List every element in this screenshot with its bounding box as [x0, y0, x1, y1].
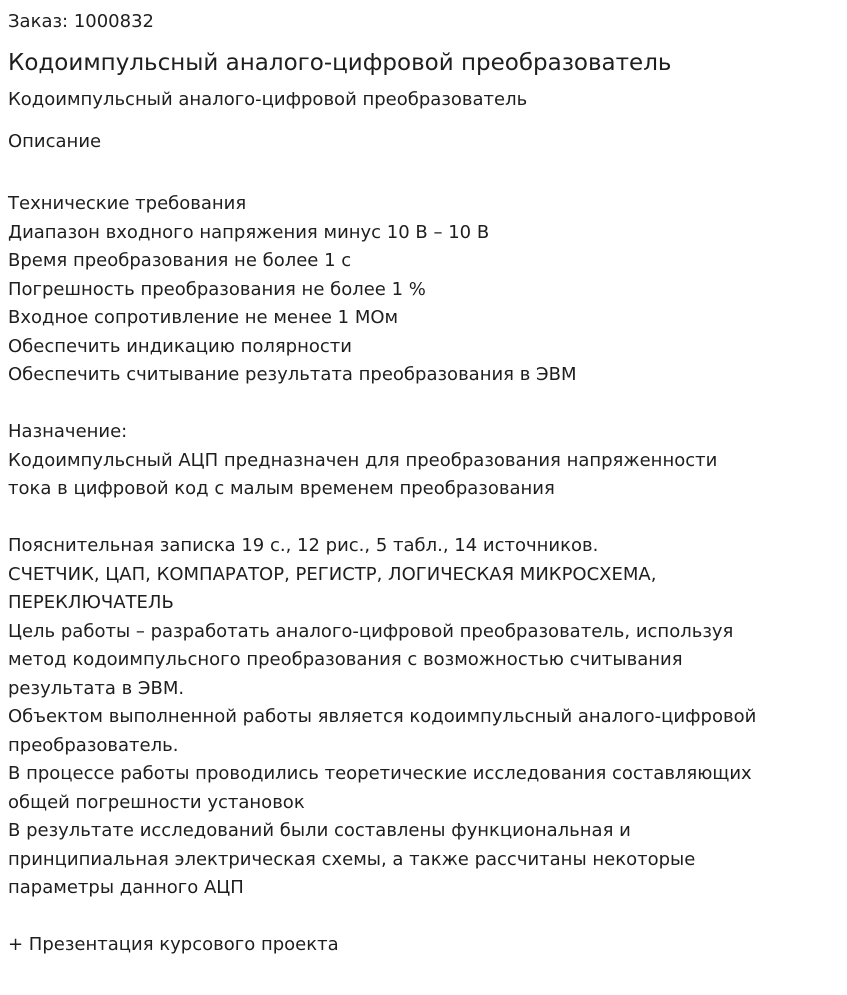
order-number: Заказ: 1000832: [8, 11, 154, 32]
page-title: Кодоимпульсный аналого-цифровой преобразователь: [8, 50, 672, 76]
abstract-line: В процессе работы проводились теоретические исследования составляющих: [8, 763, 752, 784]
abstract-line: ПЕРЕКЛЮЧАТЕЛЬ: [8, 592, 174, 613]
requirement-item: Диапазон входного напряжения минус 10 В – 10 В: [8, 221, 490, 243]
requirement-item: Входное сопротивление не менее 1 МОм: [8, 307, 399, 328]
abstract-line: В результате исследований были составлены функциональная и: [8, 820, 631, 841]
requirement-item: Обеспечить считывание результата преобразования в ЭВМ: [8, 364, 577, 385]
page-subtitle: Кодоимпульсный аналого-цифровой преобразователь: [8, 89, 528, 110]
abstract-line: СЧЕТЧИК, ЦАП, КОМПАРАТОР, РЕГИСТР, ЛОГИЧЕСКАЯ МИКРОСХЕМА,: [8, 563, 657, 585]
abstract-line: Пояснительная записка 19 с., 12 рис., 5 табл., 14 источников.: [8, 535, 599, 556]
purpose-line: Кодоимпульсный АЦП предназначен для преобразования напряженности: [8, 449, 718, 471]
requirement-item: Погрешность преобразования не более 1 %: [8, 278, 426, 300]
description-heading: Описание: [8, 131, 102, 152]
abstract-line: общей погрешности установок: [8, 791, 305, 813]
abstract-line: Цель работы – разработать аналого-цифровой преобразователь, используя: [8, 620, 734, 642]
requirement-item: Время преобразования не более 1 с: [8, 250, 352, 271]
presentation-expand-link[interactable]: + Презентация курсового проекта: [8, 934, 339, 955]
abstract-line: преобразователь.: [8, 734, 179, 756]
abstract-line: Объектом выполненной работы является кодоимпульсный аналого-цифровой: [8, 706, 757, 727]
abstract-line: принципиальная электрическая схемы, а также рассчитаны некоторые: [8, 848, 696, 870]
requirement-item: Обеспечить индикацию полярности: [8, 335, 352, 357]
abstract-line: параметры данного АЦП: [8, 877, 244, 898]
abstract-line: результата в ЭВМ.: [8, 677, 185, 699]
requirements-heading: Технические требования: [8, 193, 247, 214]
abstract-line: метод кодоимпульсного преобразования с возможностью считывания: [8, 649, 683, 670]
description-body: [8, 190, 828, 903]
spacer: [8, 390, 828, 419]
purpose-line: тока в цифровой код с малым временем преобразования: [8, 478, 555, 499]
purpose-heading: Назначение:: [8, 421, 128, 442]
spacer: [8, 504, 828, 533]
